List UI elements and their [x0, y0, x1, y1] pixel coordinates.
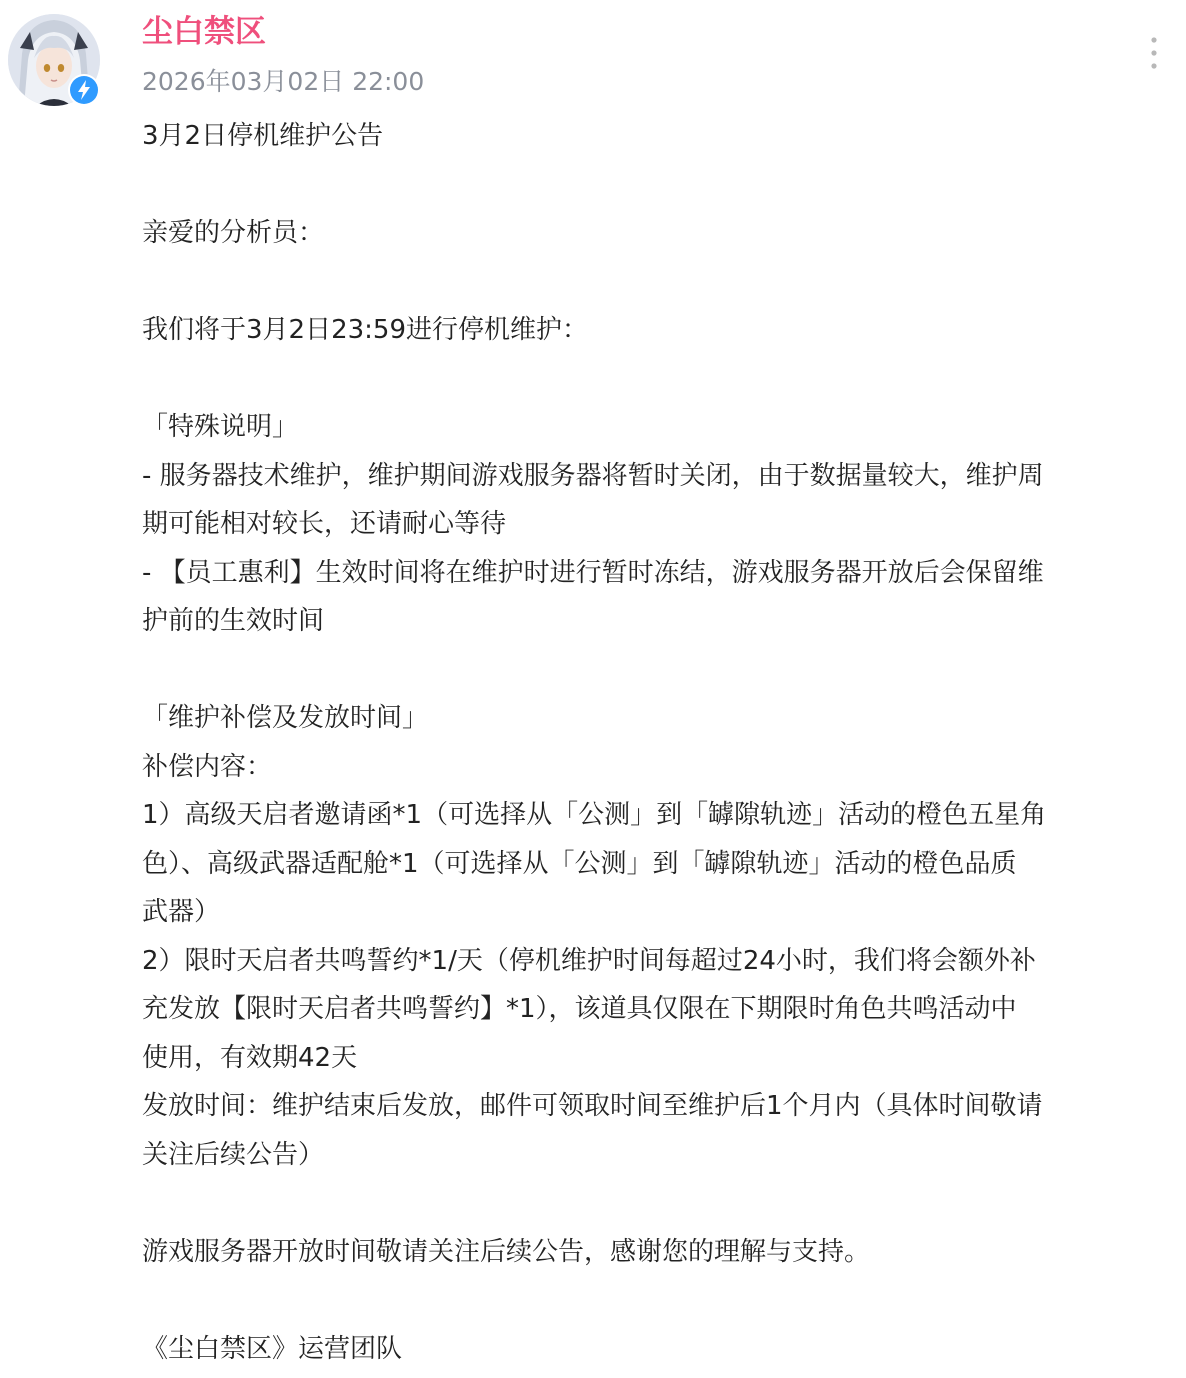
body-line: - 【员工惠利】生效时间将在维护时进行暂时冻结，游戏服务器开放后会保留维 [142, 557, 1044, 588]
post-timestamp: 2026年03月02日 22:00 [142, 67, 425, 96]
body-line: 充发放【限时天启者共鸣誓约】*1），该道具仅限在下期限时角色共鸣活动中 [142, 994, 1017, 1024]
body-line: 「特殊说明」 [142, 412, 299, 442]
body-line: 我们将于3月2日23:59进行停机维护： [142, 315, 589, 345]
body-line: 3月2日停机维护公告 [142, 121, 384, 151]
blank-line [142, 258, 1162, 307]
body-line: 关注后续公告） [142, 1139, 325, 1170]
body-line: 亲爱的分析员： [142, 218, 325, 248]
body-line: 武器） [142, 897, 221, 927]
body-line: 游戏服务器开放时间敬请关注后续公告，感谢您的理解与支持。 [142, 1236, 871, 1267]
body-line: 1）高级天启者邀请函*1（可选择从「公测」到「罅隙轨迹」活动的橙色五星角 [142, 800, 1047, 830]
blank-line [142, 355, 1162, 404]
verified-lightning-icon [68, 74, 100, 106]
blank-line [142, 161, 1162, 210]
body-line: - 服务器技术维护，维护期间游戏服务器将暂时关闭，由于数据量较大，维护周 [142, 460, 1044, 491]
body-line: 《尘白禁区》运营团队 [142, 1333, 403, 1364]
body-line: 护前的生效时间 [142, 606, 325, 636]
body-line: 2）限时天启者共鸣誓约*1/天（停机维护时间每超过24小时，我们将会额外补 [142, 945, 1036, 976]
body-line: 期可能相对较长，还请耐心等待 [142, 509, 507, 539]
post-body [142, 112, 1162, 1373]
verified-badge [68, 74, 100, 106]
blank-line [142, 1179, 1162, 1228]
blank-line [142, 646, 1162, 695]
body-line: 使用，有效期42天 [142, 1042, 358, 1073]
more-options-button[interactable] [1140, 34, 1168, 74]
blank-line [142, 1276, 1162, 1325]
author-name[interactable]: 尘白禁区 [142, 14, 266, 50]
body-line: 色）、高级武器适配舱*1（可选择从「公测」到「罅隙轨迹」活动的橙色品质 [142, 848, 1017, 879]
body-line: 发放时间：维护结束后发放，邮件可领取时间至维护后1个月内（具体时间敬请 [142, 1091, 1043, 1121]
body-line: 「维护补偿及发放时间」 [142, 703, 429, 733]
body-line: 补偿内容： [142, 751, 273, 782]
more-vertical-icon [1140, 34, 1168, 74]
